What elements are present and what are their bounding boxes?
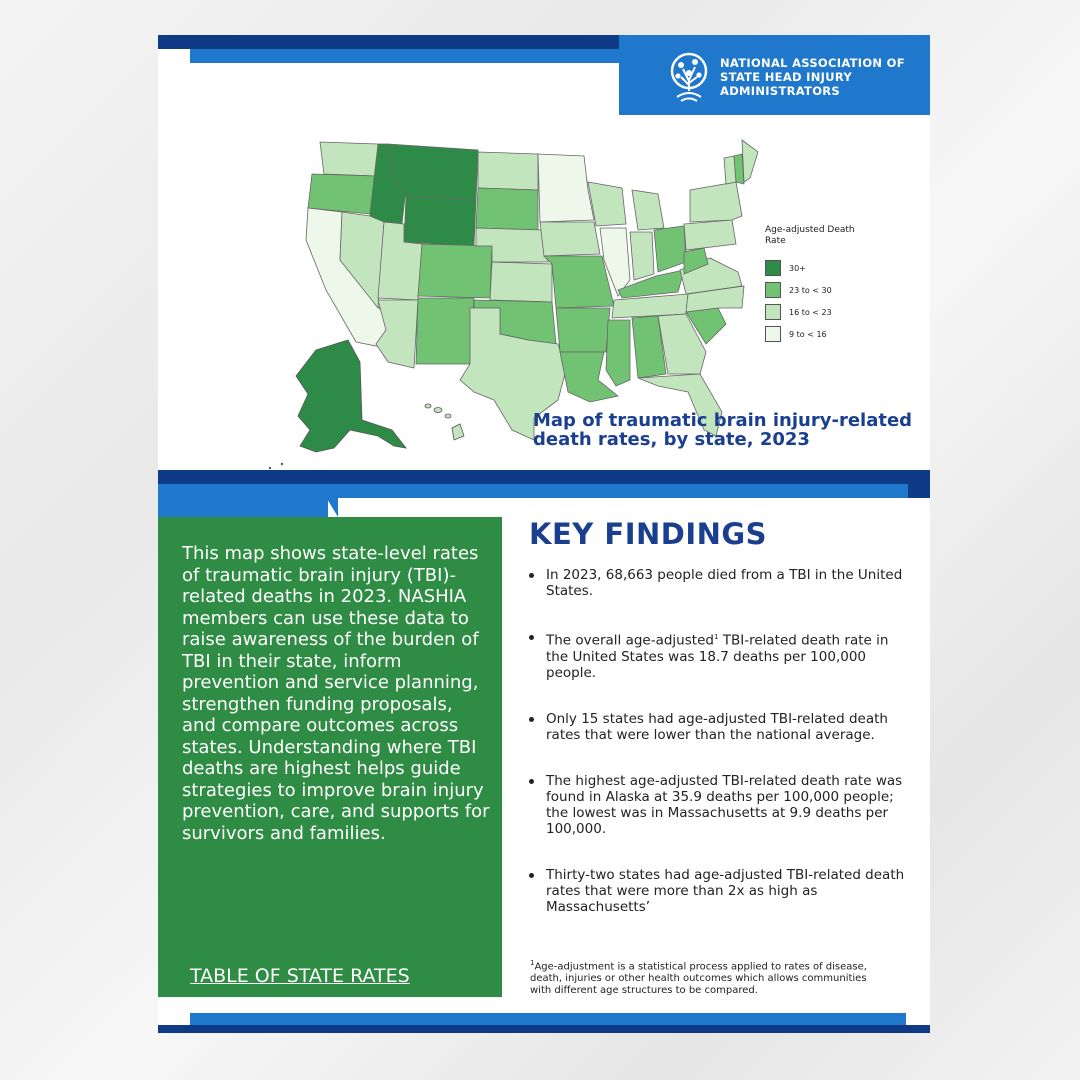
footer-band-blue [190, 1013, 906, 1025]
finding-text-pre: The overall age-adjusted [546, 632, 714, 649]
state-ks [490, 262, 552, 302]
state-me [742, 140, 758, 182]
legend-row [765, 304, 832, 320]
finding-item [510, 567, 910, 599]
finding-item [510, 867, 910, 915]
footnote [530, 957, 890, 997]
legend-label: 16 to < 23 [789, 307, 832, 317]
finding-item [510, 629, 910, 681]
state-wa [320, 142, 378, 176]
state-nd [478, 152, 538, 190]
legend-label: 9 to < 16 [789, 329, 827, 339]
mid-band-blue [158, 484, 328, 517]
legend-swatch [765, 326, 781, 342]
finding-item [510, 711, 910, 743]
state-oh [654, 226, 686, 272]
state-pa [684, 220, 736, 250]
legend-swatch [765, 260, 781, 276]
bullet-icon [529, 779, 534, 784]
org-name: NATIONAL ASSOCIATION OF STATE HEAD INJURY ADMINISTRATORS [720, 56, 905, 98]
legend-swatch [765, 304, 781, 320]
state-mi [632, 190, 664, 230]
key-findings-title: KEY FINDINGS [529, 517, 768, 551]
legend-title: Age-adjusted Death Rate [765, 225, 855, 246]
key-findings-list [510, 567, 910, 915]
state-co [418, 244, 492, 298]
footnote-sup: 1 [530, 959, 535, 967]
summary-text: This map shows state-level rates of traumatic brain injury (TBI)-related deaths in 2023. NASHIA members can use these data to raise awareness of the burden of TBI in their state, inform prevention and service planning, strengthen funding proposals, and compare outcomes across states. Understanding where TBI deaths are highest helps guide strategies to improve brain injury prevention, care, and supports for survivors and families. [182, 543, 490, 844]
tree-brain-logo-icon [665, 51, 713, 103]
summary-panel [158, 517, 502, 997]
legend-row [765, 260, 806, 276]
bullet-icon [529, 873, 534, 878]
legend-label: 23 to < 30 [789, 285, 832, 295]
table-of-state-rates-link[interactable]: TABLE OF STATE RATES [190, 965, 410, 987]
state-nm [416, 298, 474, 364]
footnote-marker: 1 [713, 633, 719, 641]
mid-band-wedge [318, 484, 338, 517]
state-hi [425, 404, 464, 440]
state-wy [404, 196, 476, 246]
finding-text-post: TBI-related death rate in the United States was 18.7 deaths per 100,000 people. [546, 632, 889, 681]
finding-text: Only 15 states had age-adjusted TBI-related death rates that were lower than the national average. [546, 710, 888, 743]
state-mn [538, 154, 594, 222]
state-ia [540, 222, 600, 256]
state-in [630, 232, 654, 280]
legend-label: 30+ [789, 263, 806, 273]
finding-text: The highest age-adjusted TBI-related death rate was found in Alaska at 35.9 deaths per 100,000 people; the lowest was in Massachusetts at 9.9 deaths per 100,000. [546, 772, 903, 837]
legend-row [765, 282, 832, 298]
mid-band-blue-right [338, 484, 908, 498]
mid-band-dark [158, 470, 930, 484]
state-ms [606, 320, 630, 386]
infographic-sheet [158, 35, 930, 1033]
bullet-icon [529, 635, 534, 640]
state-ar [556, 308, 610, 352]
finding-item [510, 773, 910, 837]
state-ny [690, 182, 742, 222]
state-or [308, 174, 376, 214]
bullet-icon [529, 573, 534, 578]
bullet-icon [529, 717, 534, 722]
legend-swatch [765, 282, 781, 298]
state-sd [476, 188, 538, 230]
state-mo [544, 256, 614, 308]
map-title: Map of traumatic brain injury-related death rates, by state, 2023 [533, 410, 913, 450]
footnote-text: Age-adjustment is a statistical process applied to rates of disease, death, injuries or other health outcomes which allows communities with different age structures to be compared. [530, 961, 867, 997]
finding-text: In 2023, 68,663 people died from a TBI in the United States. [546, 567, 903, 599]
footer-band-dark [158, 1025, 930, 1033]
legend-row [765, 326, 827, 342]
finding-text: Thirty-two states had age-adjusted TBI-related death rates that were more than 2x as high as Massachusetts’ [546, 866, 905, 915]
header-band-blue [190, 49, 650, 63]
